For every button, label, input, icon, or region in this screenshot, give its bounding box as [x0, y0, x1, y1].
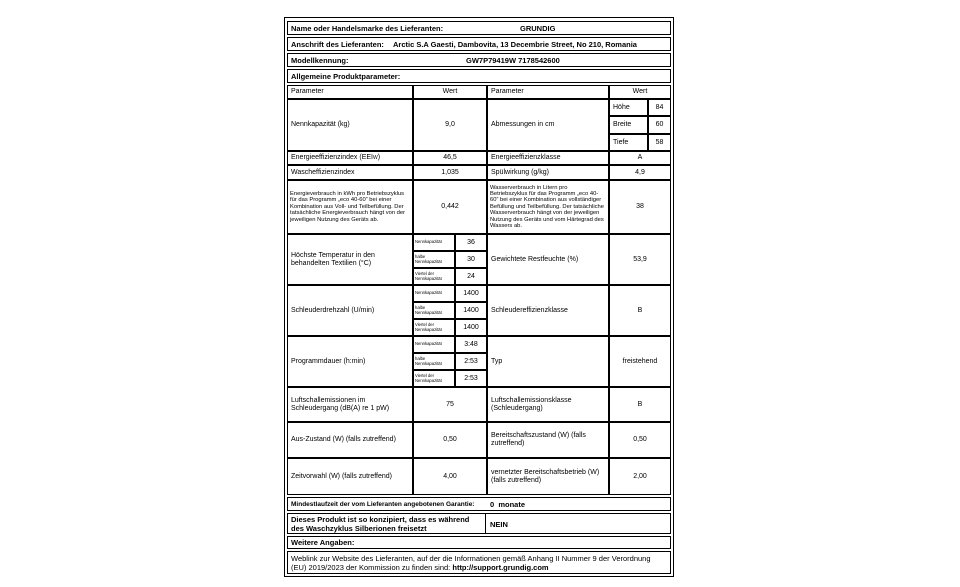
residual-value: 53,9 — [609, 234, 671, 285]
noise-class-value: B — [609, 387, 671, 422]
further-info-row — [287, 536, 671, 549]
silver-ions-label: Dieses Produkt ist so konzipiert, dass es während des Waschzyklus Silberionen freisetzt — [291, 515, 470, 533]
eei-label — [287, 151, 413, 165]
max-temp-label: Höchste Temperatur in den behandelten Textilien (°C) — [287, 234, 413, 285]
col-header-value-left: Wert — [413, 85, 487, 99]
wash-index-value: 1,035 — [413, 165, 487, 180]
dur-load-half: halbe Nennkapazität — [413, 353, 455, 370]
capacity-value: 9,0 — [413, 99, 487, 151]
dur-load-quarter: Viertel der Nennkapazität — [413, 370, 455, 387]
temp-quarter-value: 24 — [455, 268, 487, 285]
parameter-table — [287, 85, 671, 495]
warranty-label: Mindestlaufzeit der vom Lieferanten angebotenen Garantie: — [291, 501, 475, 508]
silver-ions-divider — [485, 514, 486, 533]
width-label: Breite — [609, 116, 648, 134]
energy-consumption-value: 0,442 — [413, 180, 487, 234]
off-mode-label: Aus-Zustand (W) (falls zutreffend) — [287, 422, 413, 458]
spin-class-value: B — [609, 285, 671, 336]
width-value: 60 — [648, 116, 671, 134]
temp-load-quarter: Viertel der Nennkapazität — [413, 268, 455, 285]
address-label: Anschrift des Lieferanten: — [291, 40, 384, 49]
temp-half-value: 30 — [455, 251, 487, 268]
depth-value: 58 — [648, 134, 671, 151]
dur-quarter-value: 2:53 — [455, 370, 487, 387]
spin-half-value: 1400 — [455, 302, 487, 319]
standby-label: Bereitschaftszustand (W) (falls zutreffend) — [487, 422, 609, 458]
rinse-label: Spülwirkung (g/kg) — [487, 165, 609, 180]
address-row — [287, 37, 671, 51]
warranty-value: 0 monate — [490, 500, 526, 509]
model-row — [287, 53, 671, 67]
noise-class-label: Luftschallemissionsklasse (Schleudergang) — [487, 387, 609, 422]
model-value: GW7P79419W 7178542600 — [466, 56, 560, 65]
address-value: Arctic S.A Gaesti, Dambovita, 13 Decembrie Street, No 210, Romania — [393, 40, 637, 49]
eei-value: 46,5 — [413, 151, 487, 165]
supplier-row — [287, 21, 671, 35]
height-value: 84 — [648, 99, 671, 116]
off-mode-value: 0,50 — [413, 422, 487, 458]
dur-load-full: Nennkapazität — [413, 336, 455, 353]
temp-load-half: halbe Nennkapazität — [413, 251, 455, 268]
standby-value: 0,50 — [609, 422, 671, 458]
further-info-label: Weitere Angaben: — [291, 538, 355, 547]
energy-class-value: A — [609, 151, 671, 165]
spin-load-full: Nennkapazität — [413, 285, 455, 302]
silver-ions-value: NEIN — [490, 520, 508, 529]
eei-label-sub: W — [372, 155, 378, 161]
weblink-row — [287, 551, 671, 574]
warranty-row — [287, 497, 671, 511]
col-header-value-right: Wert — [609, 85, 671, 99]
temp-load-full: Nennkapazität — [413, 234, 455, 251]
spin-full-value: 1400 — [455, 285, 487, 302]
water-consumption-label: Wasserverbrauch in Litern pro Betriebszyklus für das Programm „eco 40-60“ bei einer Kombination aus vollständiger Befüllung und Teilbefüllung. Der tatsächliche Wasserverbrauch hängt von der jeweiligen Nutzung des Geräts und vom Härtegrad des Wassers ab. — [487, 180, 609, 234]
type-label: Typ — [487, 336, 609, 387]
weblink-text — [291, 554, 667, 572]
product-information-sheet — [284, 17, 674, 577]
dimensions-label: Abmessungen in cm — [487, 99, 609, 151]
eei-label-text: Energieeffizienzindex (EEI — [291, 154, 373, 161]
height-label: Höhe — [609, 99, 648, 116]
spin-label: Schleuderdrehzahl (U/min) — [287, 285, 413, 336]
spin-class-label: Schleudereffizienzklasse — [487, 285, 609, 336]
capacity-label: Nennkapazität (kg) — [287, 99, 413, 151]
residual-label: Gewichtete Restfeuchte (%) — [487, 234, 609, 285]
weblink-description: Weblink zur Website des Lieferanten, auf der die Informationen gemäß Anhang II Nummer 9 der Verordnung (EU) 2019/2023 der Kommission zu finden sind: — [291, 554, 651, 572]
supplier-value: GRUNDIG — [520, 24, 556, 33]
col-header-param-left: Parameter — [287, 85, 413, 99]
supplier-label: Name oder Handelsmarke des Lieferanten: — [291, 24, 444, 33]
weblink-url[interactable]: http://support.grundig.com — [452, 563, 549, 572]
general-params-row — [287, 69, 671, 83]
spin-load-half: halbe Nennkapazität — [413, 302, 455, 319]
silver-ions-row — [287, 513, 671, 534]
delay-start-label: Zeitvorwahl (W) (falls zutreffend) — [287, 458, 413, 495]
eei-label-close: ) — [377, 154, 381, 161]
rinse-value: 4,9 — [609, 165, 671, 180]
delay-start-value: 4,00 — [413, 458, 487, 495]
noise-value: 75 — [413, 387, 487, 422]
duration-label: Programmdauer (h:min) — [287, 336, 413, 387]
dur-half-value: 2:53 — [455, 353, 487, 370]
type-value: freistehend — [609, 336, 671, 387]
temp-full-value: 36 — [455, 234, 487, 251]
water-consumption-value: 38 — [609, 180, 671, 234]
energy-class-label: Energieeffizienzklasse — [487, 151, 609, 165]
dur-full-value: 3:48 — [455, 336, 487, 353]
model-label: Modellkennung: — [291, 56, 349, 65]
general-params-label: Allgemeine Produktparameter: — [291, 72, 401, 81]
spin-quarter-value: 1400 — [455, 319, 487, 336]
networked-standby-value: 2,00 — [609, 458, 671, 495]
noise-label: Luftschallemissionen im Schleudergang (dB(A) re 1 pW) — [287, 387, 413, 422]
energy-consumption-label: Energieverbrauch in kWh pro Betriebszyklus für das Programm „eco 40-60“ bei einer Kombination aus Voll- und Teilbefüllung. Der tatsächliche Energieverbrauch hängt von der jeweiligen Nutzung des Geräts ab. — [287, 180, 413, 234]
wash-index-label: Waschefﬁzienzindex — [287, 165, 413, 180]
spin-load-quarter: Viertel der Nennkapazität — [413, 319, 455, 336]
col-header-param-right: Parameter — [487, 85, 609, 99]
networked-standby-label: vernetzter Bereitschaftsbetrieb (W) (falls zutreffend) — [487, 458, 609, 495]
depth-label: Tiefe — [609, 134, 648, 151]
